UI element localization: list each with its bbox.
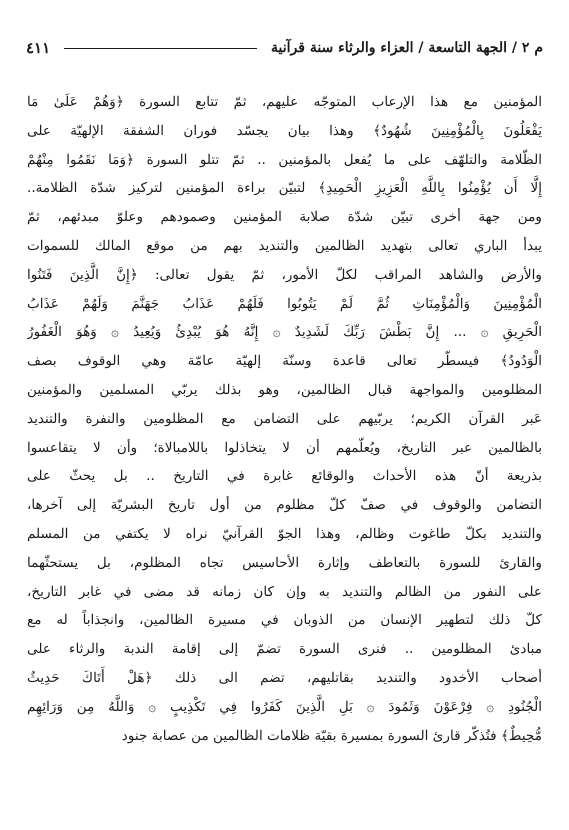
text-line: المؤمنين مع هذا الإرعاب المتوجّه عليهم، ثمّ تتابع السورة ﴿وَهُمْ عَلَىٰ مَا (27, 94, 542, 110)
text-line: بالظالمين عبر التاريخ، ويُعلّمهم أن لا يتخاذلوا باللامبالاة؛ وأن لا يتقاعسوا (27, 439, 542, 456)
text-line: على النفور من الظالم والتنديد به وإن كان زمانه قد مضى في غابر التاريخ، (27, 583, 542, 600)
text-line: يَفْعَلُونَ بِالْمُؤْمِنِينَ شُهُودٌ﴾ وهذا بيان يجسّد فوران الشفقة الإلهيّة على (27, 122, 542, 139)
text-line: الْجُنُودِ ۞ فِرْعَوْنَ وَثَمُودَ ۞ بَلِ الَّذِينَ كَفَرُوا فِي تَكْذِيبٍ ۞ وَاللَّهُ مِن وَرَائِهِم (27, 698, 542, 715)
text-line: والتنديد بكلّ طاغوت وظالم، وهذا الجوّ القرآنيّ نراه لا يكتفي من المسلم (27, 525, 542, 542)
text-line: إِلَّا أَن يُؤْمِنُوا بِاللَّهِ الْعَزِيزِ الْحَمِيدِ﴾ لتبيّن براءة المؤمنين لتركيز شدّة الظلامة.. (27, 180, 542, 197)
text-line: ومن جهة أخرى تبيّن شدّة صلابة المؤمنين وصمودهم وعلوّ مبدئهم، ثمّ (27, 209, 542, 226)
page-header (26, 36, 543, 60)
text-line: الظّلامة والتلهّف على ما يُفعل بالمؤمنين .. ثمّ تتلو السورة ﴿وَمَا نَقَمُوا مِنْهُمْ (27, 151, 542, 168)
header-rule (64, 48, 257, 49)
body-text (27, 88, 542, 750)
text-line: الْوَدُودُ﴾ فيسطّر تعالى قاعدة وسنّة إلهيّة عامّة وهي الوقوف بصف (27, 353, 542, 370)
running-title: م ٢ / الجهة التاسعة / العزاء والرثاء سنة قرآنية (271, 40, 543, 56)
text-line: مُّحِيطٌ﴾ فتُذكّر قارئ السورة بمسيرة بقيّة ظلامات الظالمين من عصابة جنود (121, 727, 542, 744)
text-line: الْحَرِيقِ ۞ ... إِنَّ بَطْشَ رَبِّكَ لَشَدِيدٌ ۞ إِنَّهُ هُوَ يُبْدِئُ وَيُعِيدُ ۞ وَهُوَ الْغَفُورُ (27, 324, 542, 341)
text-line: التضامن والوقوف في صفّ كلّ مظلوم من أول تاريخ البشريّة إلى آخرها، (27, 497, 542, 514)
text-line: والقارئ للسورة بالتعاطف وإثارة الأحاسيس تجاه المظلوم، بل يستحثّهما (27, 554, 542, 571)
text-line: والأرض والشاهد المراقب لكلّ الأمور، ثمّ يقول تعالى: ﴿إِنَّ الَّذِينَ فَتَنُوا (27, 266, 542, 283)
text-line: الْمُؤْمِنِينَ وَالْمُؤْمِنَاتِ ثُمَّ لَمْ يَتُوبُوا فَلَهُمْ عَذَابُ جَهَنَّمَ وَلَهُمْ عَذَابُ (27, 295, 542, 312)
text-line: مبادئ المظلومين .. فنرى السورة تضمّ إلى إقامة الندبة والرثاء على (27, 641, 542, 658)
text-line: أصحاب الأخدود والتنديد بقاتليهم، تضم الى ذلك ﴿هَلْ أَتَاكَ حَدِيثُ (27, 669, 542, 686)
page-number: ٤١١ (26, 39, 51, 57)
text-line: كلّ ذلك لتطهير الإنسان من الذوبان في مسيرة الظالمين، وانجذاباً له مع (27, 612, 542, 629)
text-line: عَبر القرآن الكريم؛ يربّيهم على التضامن مع المظلومين والنفرة والتنديد (27, 410, 542, 427)
text-line: يبدأ الباري تعالى بتهديد الظالمين والتنديد بهم من موقع المالك للسموات (27, 237, 542, 254)
text-line: المظلومين والمواجهة قبال الظالمين، وهو بذلك يربّي المسلمين والمؤمنين (27, 381, 542, 398)
text-line: بذريعة أنّ هذه الأحداث والوقائع غابرة في التاريخ .. بل يحثّ على (27, 468, 542, 485)
